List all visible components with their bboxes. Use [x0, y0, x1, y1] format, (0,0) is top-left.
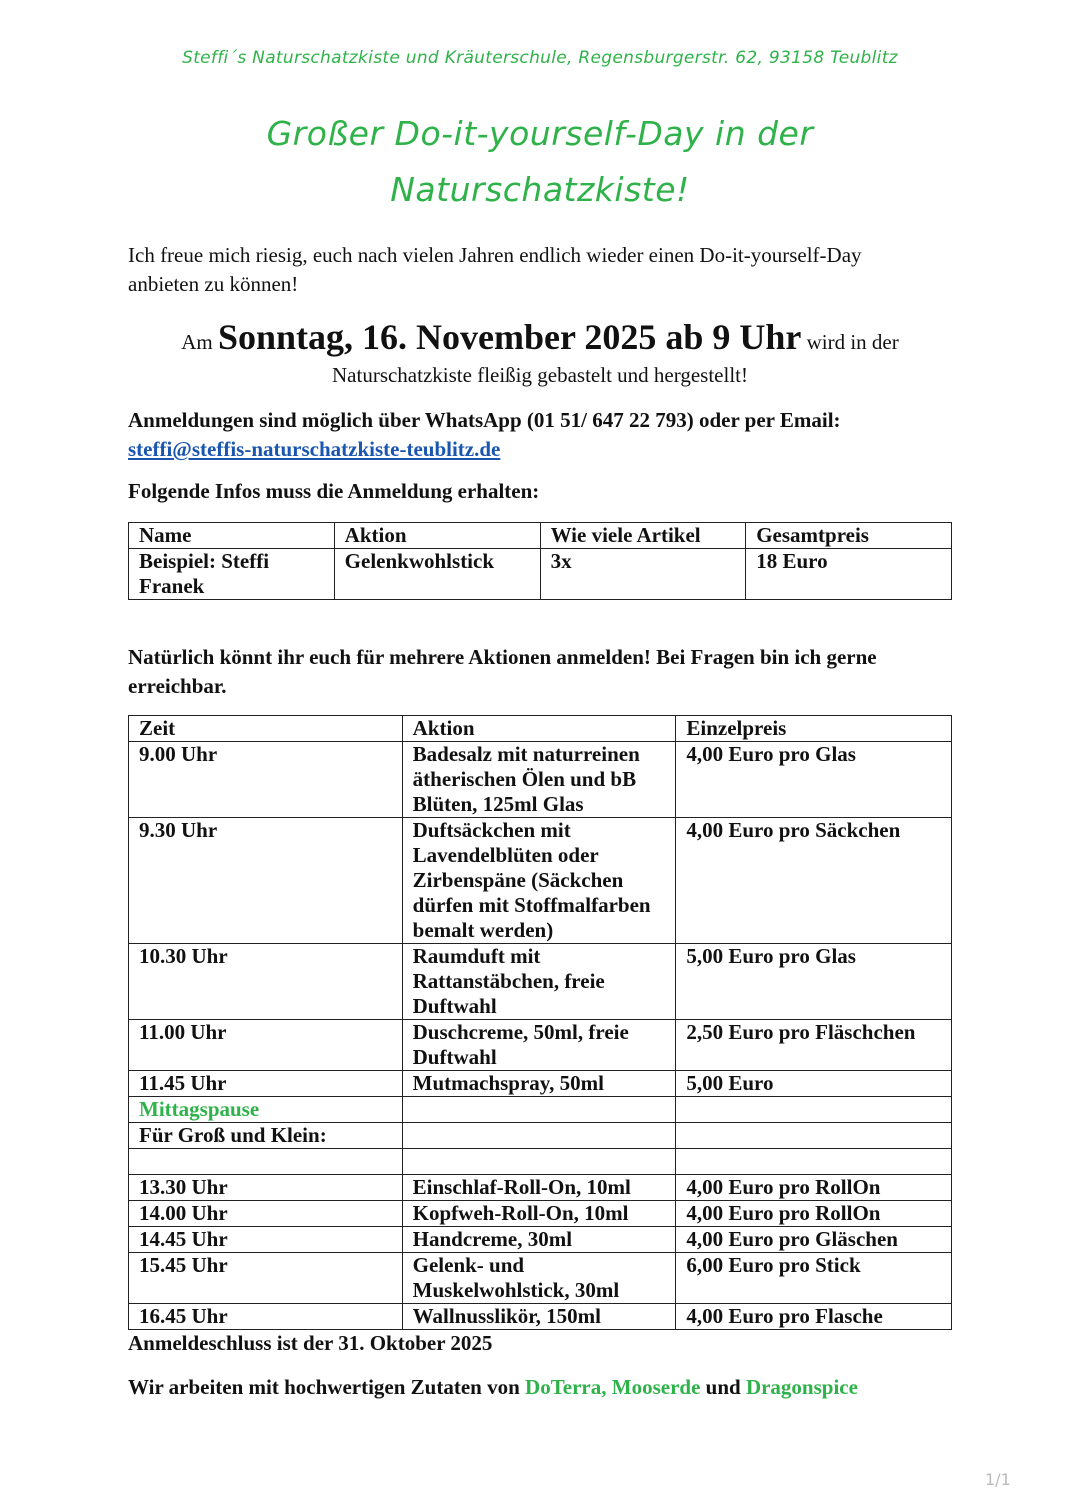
table-row [129, 1253, 952, 1304]
table-cell-zeit: 14.45 Uhr [129, 1227, 403, 1253]
table-cell-zeit: 13.30 Uhr [129, 1175, 403, 1201]
table-cell-zeit: 15.45 Uhr [129, 1253, 403, 1304]
table-row [129, 1097, 952, 1123]
table-row [129, 1123, 952, 1149]
example-table-row [129, 549, 952, 600]
table-cell-zeit: 9.30 Uhr [129, 818, 403, 944]
table-cell-preis: 4,00 Euro pro RollOn [676, 1201, 952, 1227]
header-cell: Gesamtpreis [746, 523, 952, 549]
header-cell: Wie viele Artikel [540, 523, 746, 549]
schedule-table [128, 715, 952, 1330]
table-cell: 18 Euro [746, 549, 952, 600]
table-cell-zeit: 11.45 Uhr [129, 1071, 403, 1097]
event-date: Sonntag, 16. November 2025 ab 9 Uhr [217, 317, 802, 357]
table-row [129, 1227, 952, 1253]
table-cell-preis [676, 1123, 952, 1149]
registration-deadline: Anmeldeschluss ist der 31. Oktober 2025 [128, 1331, 493, 1355]
table-cell: Beispiel: Steffi Franek [129, 549, 335, 600]
table-cell-zeit [129, 1149, 403, 1175]
table-cell-preis: 2,50 Euro pro Fläschchen [676, 1020, 952, 1071]
page-number: 1/1 [985, 1470, 1011, 1489]
table-cell-zeit: 11.00 Uhr [129, 1020, 403, 1071]
table-cell-preis: 4,00 Euro pro Säckchen [676, 818, 952, 944]
table-cell-preis: 4,00 Euro pro Flasche [676, 1304, 952, 1330]
brand-dragonspice: Dragonspice [745, 1375, 858, 1399]
event-date-line [0, 316, 1080, 358]
multi-registration-note: Natürlich könnt ihr euch für mehrere Aktionen anmelden! Bei Fragen bin ich gerne erreichbar. [128, 645, 877, 698]
table-row [129, 1201, 952, 1227]
table-cell-zeit: 16.45 Uhr [129, 1304, 403, 1330]
example-table-header [129, 523, 952, 549]
table-cell: 3x [540, 549, 746, 600]
date-suffix: wird in der [806, 330, 899, 354]
table-row [129, 1071, 952, 1097]
table-cell-zeit: 14.00 Uhr [129, 1201, 403, 1227]
header-cell: Einzelpreis [676, 716, 952, 742]
table-row [129, 944, 952, 1020]
page-title-line2: Naturschatzkiste! [390, 170, 690, 209]
table-cell-preis [676, 1097, 952, 1123]
table-cell-preis: 5,00 Euro pro Glas [676, 944, 952, 1020]
table-cell-aktion: Mutmachspray, 50ml [402, 1071, 676, 1097]
table-cell-aktion: Badesalz mit naturreinen ätherischen Ölen und bB Blüten, 125ml Glas [402, 742, 676, 818]
table-cell-preis [676, 1149, 952, 1175]
table-cell-aktion: Duschcreme, 50ml, freie Duftwahl [402, 1020, 676, 1071]
table-cell-zeit: Für Groß und Klein: [129, 1123, 403, 1149]
intro-text: Ich freue mich riesig, euch nach vielen Jahren endlich wieder einen Do-it-yourself-Day anbieten zu können! [128, 243, 862, 296]
table-cell-preis: 6,00 Euro pro Stick [676, 1253, 952, 1304]
ingredients-connector: und [705, 1375, 741, 1399]
example-table [128, 522, 952, 600]
header-cell: Name [129, 523, 335, 549]
table-cell-zeit: 10.30 Uhr [129, 944, 403, 1020]
brand-doterra: DoTerra, [525, 1375, 607, 1399]
table-cell-zeit: 9.00 Uhr [129, 742, 403, 818]
table-row [129, 1175, 952, 1201]
registration-info [128, 406, 948, 464]
table-cell-zeit: Mittagspause [129, 1097, 403, 1123]
infos-heading: Folgende Infos muss die Anmeldung erhalten: [128, 479, 540, 503]
table-row [129, 1304, 952, 1330]
page-title-line1: Großer Do-it-yourself-Day in der [266, 114, 814, 153]
email-link[interactable]: steffi@steffis-naturschatzkiste-teublitz.de [128, 437, 501, 461]
registration-text: Anmeldungen sind möglich über WhatsApp (01 51/ 647 22 793) oder per Email: [128, 408, 841, 432]
header-address: Steffi´s Naturschatzkiste und Kräuterschule, Regensburgerstr. 62, 93158 Teublitz [182, 48, 898, 68]
table-cell-preis: 4,00 Euro pro RollOn [676, 1175, 952, 1201]
table-cell-aktion: Wallnusslikör, 150ml [402, 1304, 676, 1330]
table-cell-aktion: Gelenk- und Muskelwohlstick, 30ml [402, 1253, 676, 1304]
ingredients-prefix: Wir arbeiten mit hochwertigen Zutaten von [128, 1375, 520, 1399]
table-row [129, 818, 952, 944]
table-cell: Gelenkwohlstick [334, 549, 540, 600]
schedule-table-header [129, 716, 952, 742]
date-prefix: Am [181, 330, 213, 354]
table-cell-preis: 4,00 Euro pro Gläschen [676, 1227, 952, 1253]
table-cell-aktion: Handcreme, 30ml [402, 1227, 676, 1253]
event-date-subline: Naturschatzkiste fleißig gebastelt und hergestellt! [332, 363, 748, 387]
table-row [129, 1020, 952, 1071]
brand-mooserde: Mooserde [611, 1375, 701, 1399]
table-cell-aktion: Kopfweh-Roll-On, 10ml [402, 1201, 676, 1227]
table-cell-preis: 5,00 Euro [676, 1071, 952, 1097]
table-cell-aktion: Duftsäckchen mit Lavendelblüten oder Zirbenspäne (Säckchen dürfen mit Stoffmalfarben bemalt werden) [402, 818, 676, 944]
table-cell-preis: 4,00 Euro pro Glas [676, 742, 952, 818]
header-cell: Aktion [334, 523, 540, 549]
table-cell-aktion [402, 1097, 676, 1123]
table-cell-aktion [402, 1123, 676, 1149]
schedule-body [129, 742, 952, 1330]
table-row [129, 1149, 952, 1175]
table-row [129, 742, 952, 818]
header-cell: Zeit [129, 716, 403, 742]
table-cell-aktion: Raumduft mit Rattanstäbchen, freie Duftwahl [402, 944, 676, 1020]
table-cell-aktion: Einschlaf-Roll-On, 10ml [402, 1175, 676, 1201]
ingredients-line [128, 1375, 858, 1400]
header-cell: Aktion [402, 716, 676, 742]
table-cell-aktion [402, 1149, 676, 1175]
